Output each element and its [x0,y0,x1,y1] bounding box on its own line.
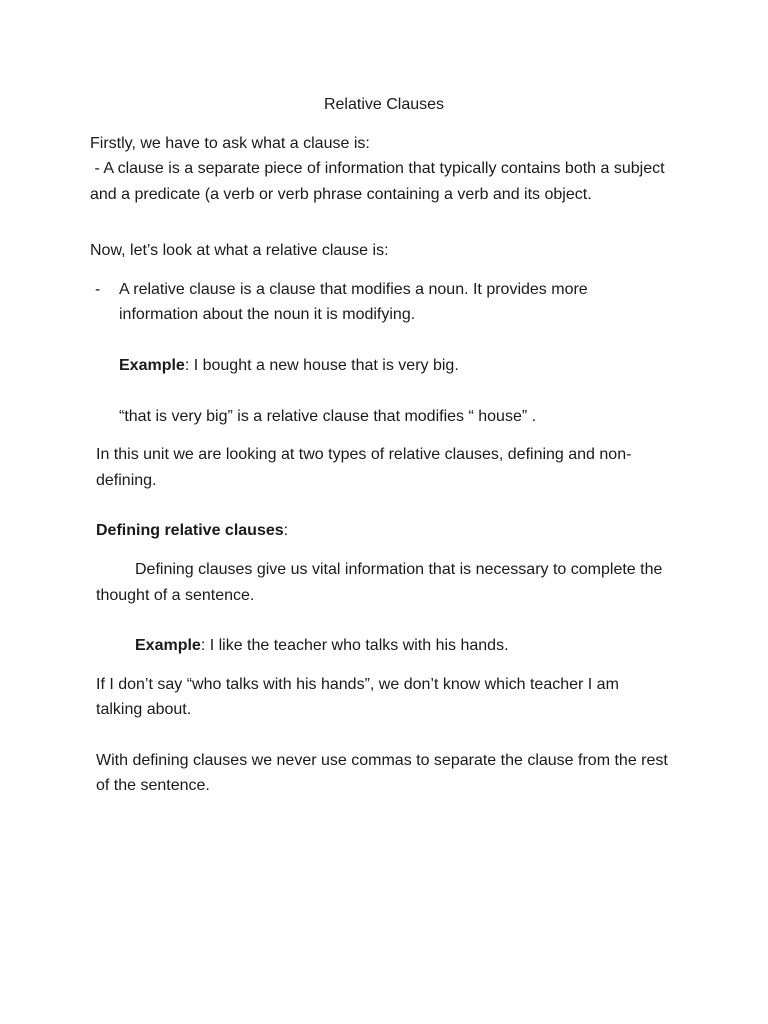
defining-heading-colon: : [283,522,289,539]
example-2 [135,636,509,656]
intro-question: Firstly, we have to ask what a clause is: [90,135,370,152]
commas-rule-line-2: of the sentence. [96,777,210,794]
bullet-dash: - [95,281,101,298]
example-2-label: Example [135,637,201,654]
defining-heading-text: Defining relative clauses [96,522,284,539]
defining-description-line-2: thought of a sentence. [96,587,255,604]
example-1-label: Example [119,357,185,374]
unit-intro-line-1: In this unit we are looking at two types of relative clauses, defining and non- [96,446,632,463]
relative-definition-line-1: A relative clause is a clause that modifies a noun. It provides more [119,281,588,298]
unit-intro-line-2: defining. [96,472,157,489]
clause-definition-line-1: - A clause is a separate piece of information that typically contains both a subject [90,160,665,177]
clause-definition-line-2: and a predicate (a verb or verb phrase containing a verb and its object. [90,186,592,203]
example-1 [119,356,459,376]
defining-description-line-1: Defining clauses give us vital information that is necessary to complete the [135,561,663,578]
relative-definition-line-2: information about the noun it is modifying. [119,306,416,323]
example-2-text: : I like the teacher who talks with his hands. [200,637,509,654]
example-1-text: : I bought a new house that is very big. [184,357,459,374]
if-statement-line-2: talking about. [96,701,192,718]
if-statement-line-1: If I don’t say “who talks with his hands”, we don’t know which teacher I am [96,676,619,693]
relative-clause-question: Now, let’s look at what a relative clause is: [90,242,389,259]
example-1-explanation: “that is very big” is a relative clause that modifies “ house” . [119,408,537,425]
commas-rule-line-1: With defining clauses we never use commas to separate the clause from the rest [96,752,668,769]
document-title: Relative Clauses [323,96,445,113]
defining-heading [96,521,288,541]
